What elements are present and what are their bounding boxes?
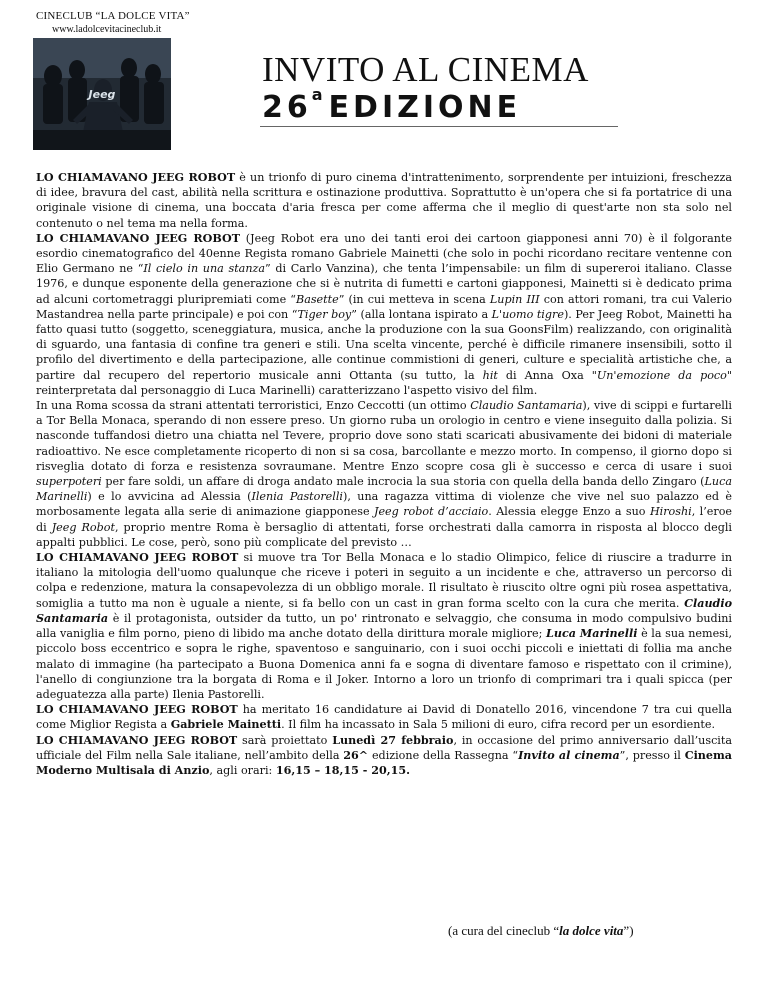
text-run: Claudio Santamaria: [470, 399, 583, 413]
text-run: si muove tra Tor Bella Monaca e lo stadio Olimpico, felice di riuscire a tradurre in italiano la mitologia dell'uomo qualunque che riceve i poteri in seguito a un incidente e che, attraverso un percorso di colpa e redenzione, matura la consapevolezza di un obbligo morale. Il risultato è riuscito oltre ogni più rosea aspettativa, somiglia a tutto ma non è uguale a niente, si fa bello con un cast in gran forma scelto con la cura che merita.: [36, 551, 733, 610]
text-run: edizione della Rassegna “: [368, 748, 519, 762]
text-run: 16,15 – 18,15 - 20,15.: [275, 763, 411, 777]
text-run: ). Per Jeeg Robot, Mainetti ha fatto quasi tutto (soggetto, sceneggiatura, musica, anche la produzione con la sua GoonsFilm) realizzando, con originalità di sguardo, una fantasia di confine tra generi e stili. Una scelta vincente, perché è difficile rimanere insensibili, sotto il profilo del divertimento e della partecipazione, alle continue commistioni di generi, culture e specialità artistiche che, a partire dal recupero del repertorio musicale anni Ottanta (su tutto, la: [36, 307, 733, 382]
paragraph-review: [36, 550, 732, 702]
credit-prefix: (a cura del cineclub “: [448, 923, 560, 938]
credit-name: la dolce vita: [559, 923, 624, 938]
edition-superscript: a: [311, 85, 323, 104]
credit-suffix: ”): [623, 923, 634, 938]
text-run: LO CHIAMAVANO JEEG ROBOT: [36, 231, 240, 245]
text-run: Hiroshi: [649, 505, 692, 519]
text-run: è un trionfo di puro cinema d'intrattenimento, sorprendente per intuizioni, freschezza di idee, bravura del cast, abilità nella scrittura e ostinazione produttiva. Soprattutto è un'opera che si fa portatrice di una originale visione di cinema, una boccata d'aria fresca per come afferma che il meglio di quest'arte non sta solo nel contenuto o nel tema ma nella forma.: [36, 171, 732, 230]
text-run: sarà proiettato: [237, 733, 333, 747]
title-divider: [260, 126, 618, 127]
text-run: Un'emozione da poco: [596, 368, 727, 382]
text-run: , l’eroe di: [36, 505, 733, 534]
article-body: [36, 170, 732, 778]
text-run: è il protagonista, outsider da tutto, un po' rintronato e selvaggio, che consuma in modo compulsivo budini alla vaniglia e film porno, pieno di libido ma anche dotato della dirittura morale migliore;: [36, 611, 732, 641]
text-run: ), vive di scippi e furtarelli a Tor Bella Monaca, sperando di non essere preso. Un giorno ruba un orologio in centro e viene inseguito dalla polizia. Si nasconde tuffandosi dietro una chiatta nel Tevere, proprio dove sono stati scaricati abusivamente dei bidoni di materiale radioattivo. Ne esce completamente ricoperto di non si sa cosa, barcollante e mezzo morto. In compenso, il giorno dopo si risveglia dotato di forza e resistenza sovraumane. Mentre Enzo scopre cosa gli è successo e cerca di usare i suoi: [36, 399, 732, 473]
club-name: CINECLUB “LA DOLCE VITA”: [36, 10, 190, 22]
text-run: Lupin III: [489, 292, 540, 306]
text-run: In una Roma scossa da strani attentati terroristici, Enzo Ceccotti (un ottimo: [36, 399, 471, 413]
text-run: " reinterpretata dal personaggio di Luca Marinelli) caratterizzano l'aspetto visivo del film.: [36, 368, 732, 397]
text-run: (Jeeg Robot era uno dei tanti eroi dei cartoon giapponesi anni 70) è il folgorante esordio cinematografico del 40enne Regista romano Gabriele Mainetti (che solo in pochi ricordano recitare ventenne con Elio Germano ne “: [36, 231, 732, 276]
poster-title-art: Jeeg: [88, 88, 116, 101]
text-run: ) e lo avvicina ad Alessia (: [87, 490, 252, 504]
movie-poster-image: [33, 38, 171, 150]
text-run: . Il film ha incassato in Sala 5 milioni di euro, cifra record per un esordiente.: [281, 718, 716, 732]
text-run: . Alessia elegge Enzo a suo: [488, 505, 650, 519]
text-run: Ilenia Pastorelli: [251, 490, 343, 504]
text-run: 26^: [343, 748, 369, 762]
text-run: , in occasione del primo anniversario dall’uscita ufficiale del Film nella Sale italiane, nell’ambito della: [36, 733, 732, 762]
paragraph-plot: [36, 398, 732, 550]
edition-number: 26: [262, 90, 312, 125]
text-run: per fare soldi, un affare di droga andato male incrocia la sua storia con quella della banda dello Zingaro (: [101, 475, 705, 489]
text-run: , proprio mentre Roma è bersaglio di attentati, forse orchestrati dalla camorra in risposta al blocco degli appalti pubblici. Le cose, però, sono più complicate del previsto …: [36, 520, 732, 549]
text-run: Luca Marinelli: [546, 627, 638, 641]
text-run: superpoteri: [36, 475, 102, 489]
paragraph-awards: [36, 702, 732, 732]
text-run: Gabriele Mainetti: [170, 718, 282, 732]
text-run: LO CHIAMAVANO JEEG ROBOT: [36, 733, 238, 747]
text-run: ), una ragazza vittima di violenze che vive nel suo palazzo ed è morbosamente legata alla serie di animazione giapponese: [36, 490, 732, 519]
paragraph-screening: [36, 733, 732, 779]
credit-line: [448, 923, 634, 939]
paragraph-intro: [36, 170, 732, 231]
text-run: Jeeg Robot: [51, 520, 115, 534]
text-run: Il cielo in una stanza: [143, 262, 266, 276]
text-run: Cinema Moderno Multisala di Anzio: [36, 748, 732, 777]
edition-heading: [262, 85, 522, 125]
text-run: Lunedì 27 febbraio: [332, 733, 454, 747]
text-run: L'uomo tigre: [491, 307, 564, 321]
text-run: ha meritato 16 candidature ai David di Donatello 2016, vincendone 7 tra cui quella come Miglior Regista a: [36, 703, 732, 732]
text-run: di Anna Oxa ": [497, 368, 597, 382]
text-run: Invito al cinema: [518, 748, 620, 762]
text-run: hit: [482, 368, 498, 382]
text-run: ”, presso il: [619, 748, 685, 762]
edition-word: EDIZIONE: [328, 90, 522, 125]
text-run: ” (in cui metteva in scena: [338, 292, 490, 306]
club-url[interactable]: www.ladolcevitacineclub.it: [52, 24, 162, 35]
text-run: LO CHIAMAVANO JEEG ROBOT: [36, 171, 236, 184]
text-run: ” di Carlo Vanzina), che tenta l’impensabile: un film di supereroi italiano. Classe 1976, e dunque esponente della generazione che si è nutrita di fumetti e cartoni giapponesi, Mainetti si è dedicato prima ad alcuni cortometraggi pluripremiati come “: [36, 262, 732, 306]
text-run: è la sua nemesi, piccolo boss eccentrico e sopra le righe, spaventoso e sanguinario, con i suoi occhi piccoli e iniettati di follia ma anche malato di immagine (ha partecipato a Buona Domenica anni fa e sogna di diventare famoso e rispettato con il crimine), l'anello di congiunzione tra la borgata di Roma e il Joker. Intorno a loro un trionfo di comprimari tra i quali spicca (per adeguatezza alla parte) Ilenia Pastorelli.: [36, 627, 733, 701]
text-run: Claudio Santamaria: [36, 596, 732, 625]
text-run: Jeeg robot d’acciaio: [374, 505, 489, 519]
text-run: Tiger boy: [297, 307, 352, 321]
text-run: con attori romani, tra cui Valerio Mastandrea nella parte principale) e poi con “: [36, 292, 733, 321]
paragraph-director: [36, 231, 732, 398]
text-run: ” (alla lontana ispirato a: [351, 307, 492, 321]
page-title: INVITO AL CINEMA: [262, 50, 589, 89]
text-run: Basette: [296, 292, 339, 306]
text-run: LO CHIAMAVANO JEEG ROBOT: [36, 551, 239, 565]
text-run: Luca Marinelli: [36, 475, 732, 504]
text-run: LO CHIAMAVANO JEEG ROBOT: [36, 703, 238, 717]
text-run: , agli orari:: [209, 763, 276, 777]
